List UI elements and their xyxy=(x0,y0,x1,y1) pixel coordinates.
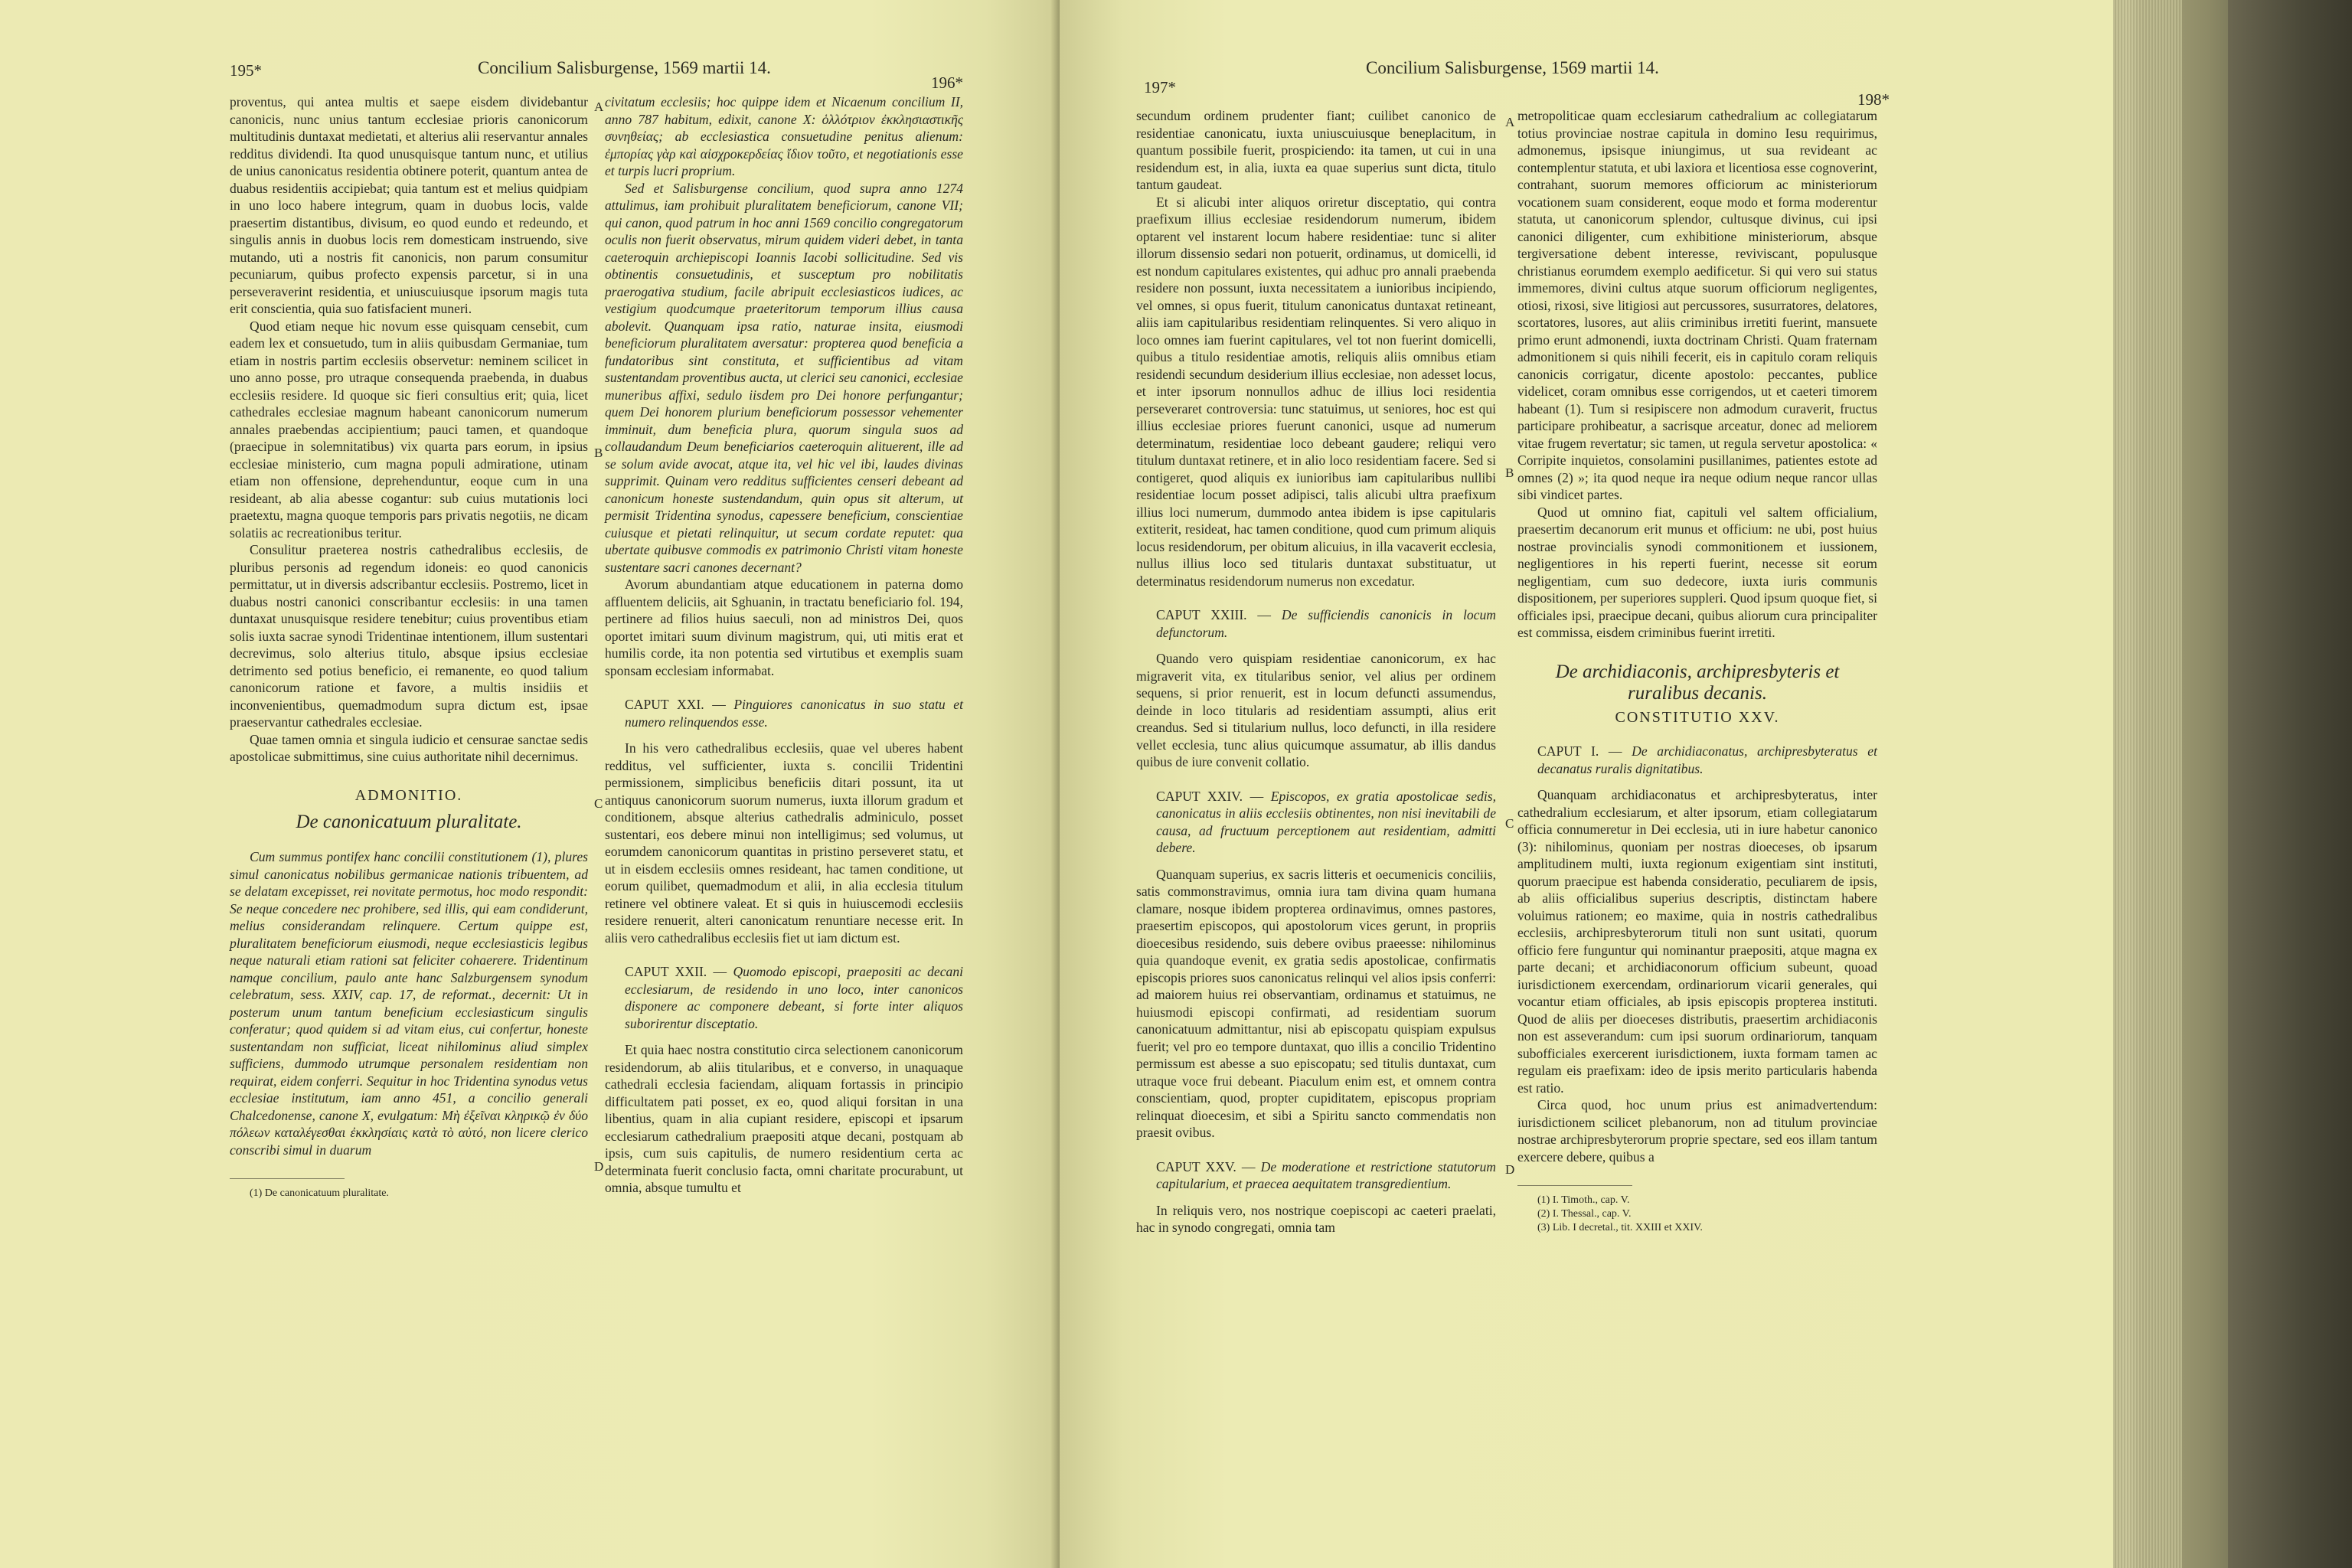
chapter-heading: CAPUT XXIV. — Episcopos, ex gratia apostolicae sedis, canonicatus in aliis ecclesiis obtinentes, non nisi inevitabili de causa, ad fructuum perceptionem aut residentiam, admitti debere. xyxy=(1156,788,1496,855)
paragraph: In reliquis vero, nos nostrique coepiscopi ac caeteri praelati, hac in synodo congregati, omnia tam xyxy=(1136,1202,1496,1235)
chapter-title: De sufficiendis canonicis in locum defunctorum. xyxy=(1156,607,1496,640)
chapter-title: Quomodo episcopi, praepositi ac decani ecclesiarum, de residendo in uno loco, inter canonicos disponere ac componere debeant, si forte inter aliquos suborirentur disceptatio. xyxy=(625,964,963,1031)
chapter-heading: CAPUT XXV. — De moderatione et restrictione statutorum capitularium, et praecea aequitatem transgredientium. xyxy=(1156,1158,1496,1191)
chapter-title: De moderatione et restrictione statutorum capitularium, et praecea aequitatem transgredientium. xyxy=(1156,1158,1496,1191)
paragraph: Quod etiam neque hic novum esse quisquam censebit, cum eadem lex et consuetudo, tum in aliis quibusdam Germaniae, tum etiam in nostris partim ecclesiis observetur: neminem scilicet in uno anno posse, pro utraque consequenda praebenda, in duabus ecclesiis residere. Id quoque sic fieri consultius erit; quia, licet cathedrales ecclesiae magnum habeant canonicorum numerum annales praebendas accipientium; pauci tamen, et quandoque (praecipue in solemnitatibus) vix quarta pars eorum, in ipsius ecclesiae ministerio, cum magna populi admiratione, utinam etiam non offensione, deprehenduntur, eoque cum in una resideant, ab alia abesse cogantur: sub cuius mutationis loci praetextu, magna quoque temporis pars privatis negotiis, ne dicam solatiis ac recreationibus teritur. xyxy=(230,318,588,541)
section-title-line: De archidiaconis, archipresbyteris et xyxy=(1555,661,1840,682)
chapter-label: CAPUT XXIV. xyxy=(1156,788,1243,804)
page-number: 198* xyxy=(1857,90,1890,109)
chapter-label: CAPUT XXI. xyxy=(625,697,704,712)
book-page-edge xyxy=(2113,0,2352,1568)
paragraph: proventus, qui antea multis et saepe eisdem dividebantur canonicis, nunc unius tantum ecclesiae prioris canonicorum multitudinis duntaxat medietati, et alterius alii reservantur annales redditus dividendi. Ita quod unusquisque tantum nunc, et utilius de unius canonicatus residentia obtinere poterit, quantum antea de duabus residentiis accipiebat; quia tantum est et melius quidpiam in uno loco habere integrum, quam in duobus locis, valde praesertim distantibus, divisum, eo quod eundo et redeundo, et singulis annis in duobus locis rem domesticam instruendo, sive mutando, uti a nostris fit canonicis, non parum consumitur pecuniarum, quibus profecto expensis parcetur, si in una perseveraverint residentia, et uniuscuiusque ipsorum magis tuta erit conscientia, quia suo fatisfacient muneri. xyxy=(230,94,588,316)
paragraph: civitatum ecclesiis; hoc quippe idem et Nicaenum concilium II, anno 787 habitum, edixit, canone X: ὁλλότριον ἐκκλησιαστικῆς συνηθείας; ab ecclesiastica consuetudine penitus alienum: ἐμπορίας γὰρ καὶ αἰσχροκερδείας ἴδιον τοῦτο, et negotiationis esse et turpis lucri proprium. xyxy=(605,94,963,178)
paragraph: Et quia haec nostra constitutio circa selectionem canonicorum residendorum, ab aliis titularibus, et e converso, in unaquaque cathedrali ecclesia faciendam, aliquam fortassis in principio difficultatem pati posset, ex eo, quod aliqui forsitan in una libentius, quam in alia cupiant residere, episcopi et ipsarum ecclesiarum cathedralium praepositi atque decani, postquam ab ipsis, cum suis capitulis, de numero residentium certa ac determinata fuerit conclusio facta, omni charitate procurabunt, ut omnia, absque tumultu et xyxy=(605,1042,963,1195)
paragraph: Quod ut omnino fiat, capituli vel saltem officialium, praesertim decanorum erit munus et officium: ne ubi, post huius nostrae provincialis synodi commonitionem et iussionem, negligentiores in his reperti fuerint, necesse sit eorum negligentiam, cum suo dedecore, iuxta iuris communis dispositionem, per superiores suppleri. Quod ipsum quoque fiet, si officiales ipsi, praecipue decani, quibus aliorum cura principaliter est commissa, eisdem criminibus fuerint irretiti. xyxy=(1517,504,1877,640)
paragraph: Avorum abundantiam atque educationem in paterna domo affluentem deliciis, ait Sghuanin, in tractatu beneficiario fol. 194, pertinere ad filios huius saeculi, non ad ministros Dei, quos oportet imitari suum divinum magistrum, qui, uti mitis erat et humilis corde, ita non potentia sed virtutibus et exemplis suam sponsam ecclesiam informabat. xyxy=(605,577,963,678)
constitution-label: CONSTITUTIO XXV. xyxy=(1615,708,1780,726)
page-leaves xyxy=(2113,0,2182,1568)
paragraph: Consulitur praeterea nostris cathedralibus ecclesiis, de pluribus personis ad regendum idoneis: eo quod canonicis permittatur, ut in diversis adscribantur ecclesiis. Postremo, licet in duabus nostri canonici conscribantur ecclesiis: in una tamen duntaxat unusquisque residere tenebitur; cuius proventibus etiam solis iuxta sacrae synodi Tridentinae intentionem, illum sustentari decrevimus, solo alterius titulo, absque ipsius ecclesiae detrimento sed potius beneficio, ei remanente, eo quod talium canonicorum ratione et favore, a multis insidiis et inconvenientibus, quemadmodum supra dictum est, ipsae praeservantur cathedrales ecclesiae. xyxy=(230,542,588,730)
chapter-heading: CAPUT XXIII. — De sufficiendis canonicis in locum defunctorum. xyxy=(1156,607,1496,640)
chapter-heading: CAPUT XXI. — Pinguiores canonicatus in suo statu et numero relinquendos esse. xyxy=(625,697,963,730)
paragraph: secundum ordinem prudenter fiant; cuilibet canonico de residentiae canonicatu, iuxta uniuscuiusque beneplacitum, in quantum possibile fuerit, prospiciendo: ita tamen, ut cui in una residendum est, in alia, iuxta ea quae superius sunt dicta, titulo tantum gaudeat. xyxy=(1136,108,1496,192)
footnote: (1) De canonicatuum pluralitate. xyxy=(250,1187,389,1199)
margin-letter: C xyxy=(1505,816,1514,831)
right-page-column-2 xyxy=(1517,107,1877,1235)
paragraph: Quanquam superius, ex sacris litteris et oecumenicis conciliis, satis commonstravimus, omnia iura tam divina quam humana clamare, nosque ibidem propterea ordinavimus, omnes pastores, praesertim episcopos, qui apostolorum vices gerunt, in propriis dioecesibus residendo, suis debere ovibus praeesse: nihilominus quia quandoque evenit, ex gratia sedis apostolicae, confirmatis episcopis priores suos canonicatus relinqui vel alios ipsis conferri: ad maiorem huius rei observantiam, ordinamus et statuimus, ne huiusmodi episcopi confirmati, ad residentiam suorum canonicatuum admittantur, nisi ab episcopatu quispiam expulsus fuerit; vel pro eo tempore duntaxat, quo illis a concilio Tridentino permissum est abesse a suo episcopatu; sed titulis duntaxat, cum utraque voce frui debeant. Piaculum enim est, et omnem contra conscientiam, quod, propter cupiditatem, episcopus propriam relinquat dioecesim, et sibi a Spiritu sancto commendatis non praesit ovibus. xyxy=(1136,866,1496,1140)
left-page-column-1 xyxy=(230,93,588,1200)
paragraph: In his vero cathedralibus ecclesiis, quae vel uberes habent redditus, vel sufficienter, iuxta s. concilii Tridentini permissionem, simplicibus beneficiis ditari possunt, ita ut antiquus canonicorum suorum numerus, iuxta illorum gradum et conditionem, absque alterius cathedralis adminiculo, posset sustentari, eos debere minui non intelligimus; sed volumus, ut eorumdem canonicorum quantitas in pristino perseveret statu, et ut in eisdem ecclesiis omnes resideant, hac tamen conditione, ut eorum quilibet, quemadmodum et alii, in alia ecclesia titulum retinere vel obtinere valeat. Et si quis in huiuscemodi ecclesiis residere renuerit, alteri canonicatum renuntiare necesse erit. In aliis vero cathedralibus ecclesiis fiet ut iam dictum est. xyxy=(605,740,963,946)
running-header: Concilium Salisburgense, 1569 martii 14. xyxy=(1366,58,1659,77)
paragraph: Cum summus pontifex hanc concilii constitutionem (1), plures simul canonicatus nobilibus germanicae nationis tribuentem, ad se delatam excepisset, rei novitate permotus, hoc modo respondit: Se neque concedere nec prohibere, sed illis, qui eam condiderunt, melius considerandam relinquere. Certum quippe est, pluralitatem beneficiorum eiusmodi, neque ecclesiasticis legibus neque naturali etiam rationi sat feliciter cohaerere. Tridentinum namque concilium, paulo ante hanc Salzburgensem synodum celebratum, sess. XXIV, cap. 17, de reformat., decernit: Ut in posterum unum tantum beneficium ecclesiasticum singulis conferatur; quod quidem si ad vitam eius, cui confertur, honeste sustentandam non sufficiat, liceat nihilominus aliud simplex sufficiens, dummodo utrumque personalem residentiam non requirat, eidem conferri. Sequitur in hoc Tridentina synodus vetus ecclesiae institutum, iam anno 451, a concilio generali Chalcedonense, canone X, evulgatum: Μὴ ἐξεῖναι κληρικῷ ἐν δύο πόλεων καταλέγεσθαι ἐκκλησίαις κατὰ τὸ αὐτό, non licere clerico conscribi simul in duarum xyxy=(230,849,588,1158)
footnote: (1) I. Timoth., cap. V. xyxy=(1537,1194,1630,1206)
running-header: Concilium Salisburgense, 1569 martii 14. xyxy=(478,58,771,77)
paragraph: Quae tamen omnia et singula iudicio et censurae sanctae sedis apostolicae submittimus, sine cuius authoritate nihil decernimus. xyxy=(230,731,588,764)
page-number: 195* xyxy=(230,61,262,80)
chapter-label: CAPUT XXIII. xyxy=(1156,607,1247,622)
margin-letter: C xyxy=(594,796,603,811)
chapter-title: Pinguiores canonicatus in suo statu et numero relinquendos esse. xyxy=(625,697,963,730)
section-title-line: ruralibus decanis. xyxy=(1628,682,1767,704)
footnote-rule xyxy=(230,1178,345,1179)
chapter-title: De archidiaconatus, archipresbyteratus et decanatus ruralis dignitatibus. xyxy=(1537,743,1877,776)
book-cover xyxy=(2228,0,2352,1568)
page-number: 196* xyxy=(931,74,963,92)
margin-letter: D xyxy=(594,1159,604,1174)
margin-letter: B xyxy=(1505,466,1514,480)
margin-letter: A xyxy=(594,100,604,114)
chapter-label: CAPUT XXII. xyxy=(625,964,707,979)
footnote: (3) Lib. I decretal., tit. XXIII et XXIV. xyxy=(1537,1222,1703,1233)
chapter-title: Episcopos, ex gratia apostolicae sedis, canonicatus in aliis ecclesiis obtinentes, non nisi inevitabili de causa, ad fructuum perceptionem aut residentiam, admitti debere. xyxy=(1156,788,1496,855)
left-page-column-2 xyxy=(605,93,963,1197)
chapter-label: CAPUT XXV. xyxy=(1156,1158,1236,1174)
page-number: 197* xyxy=(1144,78,1176,96)
right-page xyxy=(1060,0,2113,1568)
footnote-rule xyxy=(1517,1185,1632,1186)
section-label: ADMONITIO. xyxy=(354,786,463,804)
paragraph: metropoliticae quam ecclesiarum cathedralium ac collegiatarum totius provinciae nostrae capitula in domino Iesu requirimus, admonemus, ipsisque iniungimus, ut sua revideant ac contemplentur statuta, et ubi laxiora et licentiosa esse cognoverint, contrahant, suorum memores officiorum ac ministeriorum vocationem suam considerent, eoque modo et forma moderentur statuta, ut canonicorum splendor, cultusque divinus, cui ipsi canonici diligenter, cum exhibitione ministeriorum, absque tergiversatione debent interesse, reviviscant, populusque christianus eorumdem exemplo aedificetur. Si qui vero sui status immemores, divini cultus atque suorum officiorum negligentes, otiosi, rixosi, sive litigiosi aut percussores, susurratores, delatores, scortatores, lusores, aut aliis criminibus irretiti fuerint, mansuete primo erunt admonendi, iuxta doctrinam Christi. Quam fraternam admonitionem si quis nihili fecerit, eis in capitulo coram reliquis canonicis corrigatur, dicente apostolo: peccantes, publice videlicet, coram omnibus esse corrigendos, ut et caeteri timorem habeant (1). Tum si resipiscere non admodum curaverit, fructus participare prohibeatur, a sacrisque arceatur, donec ad meliorem vitae frugem revertatur; sic tamen, ut regula servetur apostolica: « Corripite inquietos, consolamini pusillanimes, patientes estote ad omnes (2) »; ita quod neque ira neque odium neque rancor ullas sibi vindicet partes. xyxy=(1517,108,1877,502)
right-page-column-1 xyxy=(1136,107,1496,1236)
paragraph: Et si alicubi inter aliquos oriretur disceptatio, qui contra praefixum illius ecclesiae residendorum numerum, ibidem optarent vel instarent locum habere residentiae: tunc si aliter illorum dissensio sedari non potuerit, ordinamus, ut domicelli, id est nondum capitulares existentes, qui adhuc pro annali praebenda residere non possunt, iuxta necessitatem a iunioribus incipiendo, vel omnes, si opus fuerit, titulum canonicatus duntaxat retineant, aliis iam capitularibus residentiam relinquentes. Si vero aliquo in loco omnes iam fuerint capitulares, vel tot non fuerint domicelli, quibus a titulo residentiae amotis, reliquis aliis omnibus etiam residendi secundum desiderium illius ecclesiae, non adesset locus, et inter ipsorum nonnullos adhuc de illius loci residentia perseveraret controversia: tunc statuimus, ut seniores, hoc est qui illius ecclesiae priores fuerunt canonici, usque ad numerum determinatum, residentiae loco debeant gaudere; reliqui vero titulum duntaxat retinere, et in alio loco residentiam facere. Sed si contigeret, quod aliquis ex iunioribus iam capitularibus nullibi residentiae locum posset adipisci, talis alicubi ultra praefixum illius loci numerum, dummodo antea ibidem is ipse capitularis extiterit, resideat, hac tamen conditione, quod cum primum aliquis locus residendorum, per obitum alicuius, in illa vacaverit ecclesia, nullus illius loco sed titularis duntaxat substituatur, ut determinatus residendorum numerus non excedatur. xyxy=(1136,194,1496,589)
paragraph: Sed et Salisburgense concilium, quod supra anno 1274 attulimus, iam prohibuit pluralitatem beneficiorum, canone VII; qui canon, quod patrum in hoc anni 1569 concilio congregatorum oculis non fuerit observatus, mirum quidem videri debet, in tanta caeteroquin archiepiscopi Ioannis Iacobi sollicitudine. Sed vis obtinentis consuetudinis, et susceptum pro nobilitatis praerogativa studium, facile abripuit ecclesiasticos iudices, ac vestigium quodcumque praeteritorum temporum illius causa abolevit. Quanquam ipsa ratio, naturae insita, eiusmodi beneficiorum pluralitatem aversatur: propterea quod beneficia a fundatoribus sint constituta, et sufficientibus ad vitam sustentandam proventibus aucta, ut clerici seu canonici, ecclesiae muneribus affixi, sedulo iisdem pro Dei honore perfungantur; quem Dei honorem plurium beneficiorum possessor vehementer imminuit, dum beneficia plura, quorum singula suos ad collaudandum Deum beneficiarios caeteroquin alituerent, ille ad se solum avide avocat, atque ita, vel hic vel ibi, laudes divinas supprimit. Quinam vero redditus sufficientes censeri debeant ad canonicum honeste sustendandum, quin opus sit alterum, ut permisit Tridentina synodus, capessere beneficium, conscientiae cuiusque et pietati relinquitur, ut secum cordate reputet: qua ubertate quibusve commodis ex patrimonio Christi vitam honeste sustentare sacri canones decernant? xyxy=(605,180,963,575)
chapter-heading: CAPUT XXII. — Quomodo episcopi, praepositi ac decani ecclesiarum, de residendo in uno loco, inter canonicos disponere ac componere debeant, si forte inter aliquos suborirentur disceptatio. xyxy=(625,964,963,1031)
chapter-label: CAPUT I. xyxy=(1537,743,1599,759)
paragraph: Quando vero quispiam residentiae canonicorum, ex hac migraverit vita, ex titularibus senior, vel alius per ordinem sequens, si prior renuerit, est in locum defuncti assumendus, deinde in loco titularis ad residentiam assumpti, alius erit creandus. Sed si titularium nullus, loco defuncti, in illa residere vellet ecclesia, tunc alius quicumque assumatur, ab illis dandus quibus de iure convenit collatio. xyxy=(1136,651,1496,769)
footnote: (2) I. Thessal., cap. V. xyxy=(1537,1208,1632,1220)
margin-letter: A xyxy=(1505,115,1515,129)
chapter-heading: CAPUT I. — De archidiaconatus, archipresbyteratus et decanatus ruralis dignitatibus. xyxy=(1537,743,1877,776)
paragraph: Quanquam archidiaconatus et archipresbyteratus, inter cathedralium ecclesiarum, et alter ipsorum, etiam collegiatarum officia connumeretur in Dei ecclesia, uti in iure habetur canonico (3): nihilominus, quoniam per nostras dioeceses, ob ipsarum amplitudinem multi, iuxta regionum exigentiam sint instituti, quorum praecipue est habenda consideratio, peculiarem de ipsis, ab aliis officialibus superius descriptis, distinctam habere voluimus rationem; eo maxime, quia in nostris cathedralibus ecclesiis, archipresbyterorum tituli non sunt usitati, quorum officio fere funguntur qui nominantur praepositi, atque magna ex parte decani; et archidiaconorum officium subeunt, quoad iurisdictionem exercendam, ordinariorum vicarii generales, qui vocantur etiam officiales, ab ipsis episcopis propterea instituti. Quod de aliis per dioeceses distributis, praesertim archidiaconis non est asseverandum: cum ipsi suorum ordinariorum, tanquam subofficiales exercerent iurisdictionem, iuxta formam tamen ac regulam eis praefixam: ideo de ipsis merito particularis habenda est ratio. xyxy=(1517,787,1877,1096)
paragraph: Circa quod, hoc unum prius est animadvertendum: iurisdictionem scilicet plebanorum, non ad titulum provinciae nostrae archipresbyterorum proprie spectare, sed eos illam tantum exercere debere, quibus a xyxy=(1517,1097,1877,1165)
margin-letter: D xyxy=(1505,1162,1515,1177)
margin-letter: B xyxy=(594,446,603,460)
section-title xyxy=(1517,662,1877,704)
section-title: De canonicatuum pluralitate. xyxy=(296,812,522,832)
left-page xyxy=(0,0,1060,1568)
